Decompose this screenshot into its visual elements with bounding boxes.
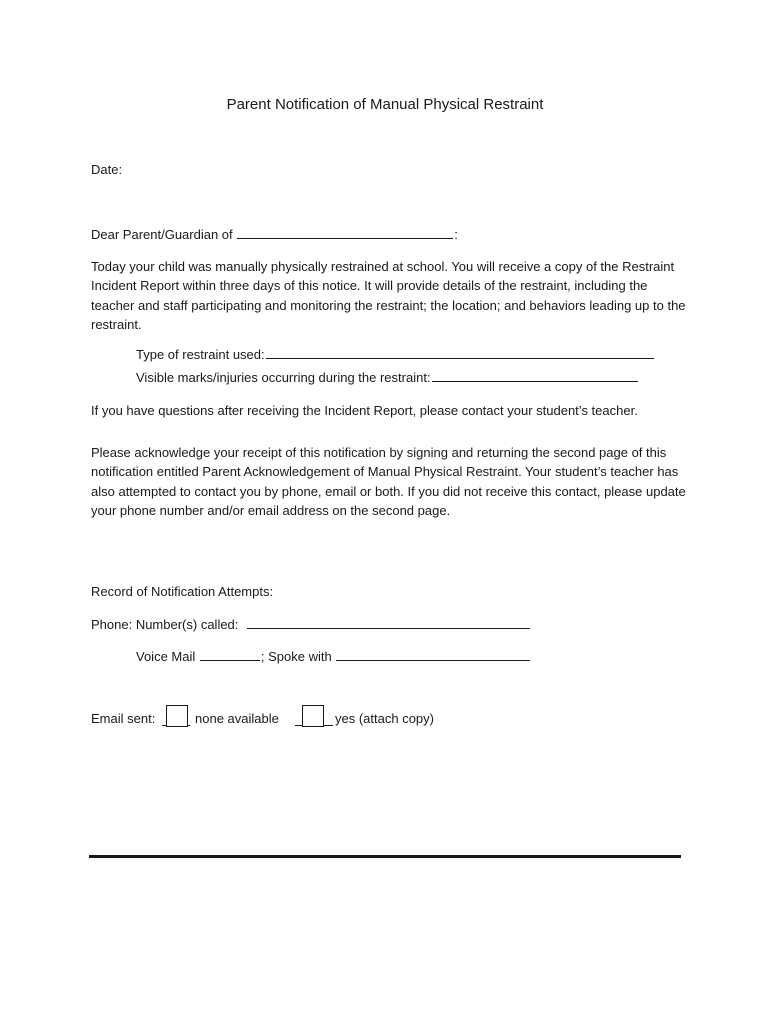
spoke-with-field[interactable] — [336, 647, 530, 661]
restraint-type-line — [136, 345, 655, 364]
bottom-divider — [89, 855, 681, 858]
restraint-type-field[interactable] — [266, 345, 654, 359]
date-label: Date: — [91, 162, 123, 177]
phone-label: Phone: Number(s) called: — [91, 617, 239, 632]
phone-numbers-field[interactable] — [247, 615, 530, 629]
yes-attach-checkbox[interactable] — [302, 705, 324, 727]
voicemail-line — [136, 647, 531, 666]
visible-marks-field[interactable] — [432, 368, 638, 382]
yes-attach-label: yes (attach copy) — [335, 711, 434, 726]
none-available-label: none available — [195, 711, 279, 726]
notification-paragraph: Today your child was manually physically restrained at school. You will receive a copy of the Restraint Incident Report within three days of this notice. It will provide details of the restraint, including the teacher and staff participating and monitoring the restraint; the location; and behaviors leading up to the restraint. — [91, 259, 686, 332]
voicemail-label: Voice Mail — [136, 649, 196, 664]
email-sent-label: Email sent: — [91, 711, 156, 726]
dear-label: Dear Parent/Guardian of — [91, 227, 233, 242]
record-heading: Record of Notification Attempts: — [91, 584, 274, 599]
dear-colon: : — [454, 227, 458, 242]
none-available-checkbox[interactable] — [166, 705, 188, 727]
dear-line — [91, 225, 458, 244]
questions-text: If you have questions after receiving the Incident Report, please contact your student’s teacher. — [91, 403, 638, 418]
voicemail-field[interactable] — [200, 647, 260, 661]
spoke-with-label: ; Spoke with — [260, 649, 332, 664]
restraint-type-label: Type of restraint used: — [136, 347, 265, 362]
visible-marks-label: Visible marks/injuries occurring during the restraint: — [136, 370, 431, 385]
acknowledge-paragraph: Please acknowledge your receipt of this notification by signing and returning the second page of this notification entitled Parent Acknowledgement of Manual Physical Restraint. Your student’s teacher has also attempted to contact you by phone, email or both. If you did not receive this contact, please update your phone number and/or email address on the second page. — [91, 445, 686, 518]
document-title: Parent Notification of Manual Physical Restraint — [226, 96, 544, 113]
visible-marks-line — [136, 368, 639, 387]
guardian-name-field[interactable] — [237, 225, 453, 239]
phone-line — [91, 615, 531, 634]
